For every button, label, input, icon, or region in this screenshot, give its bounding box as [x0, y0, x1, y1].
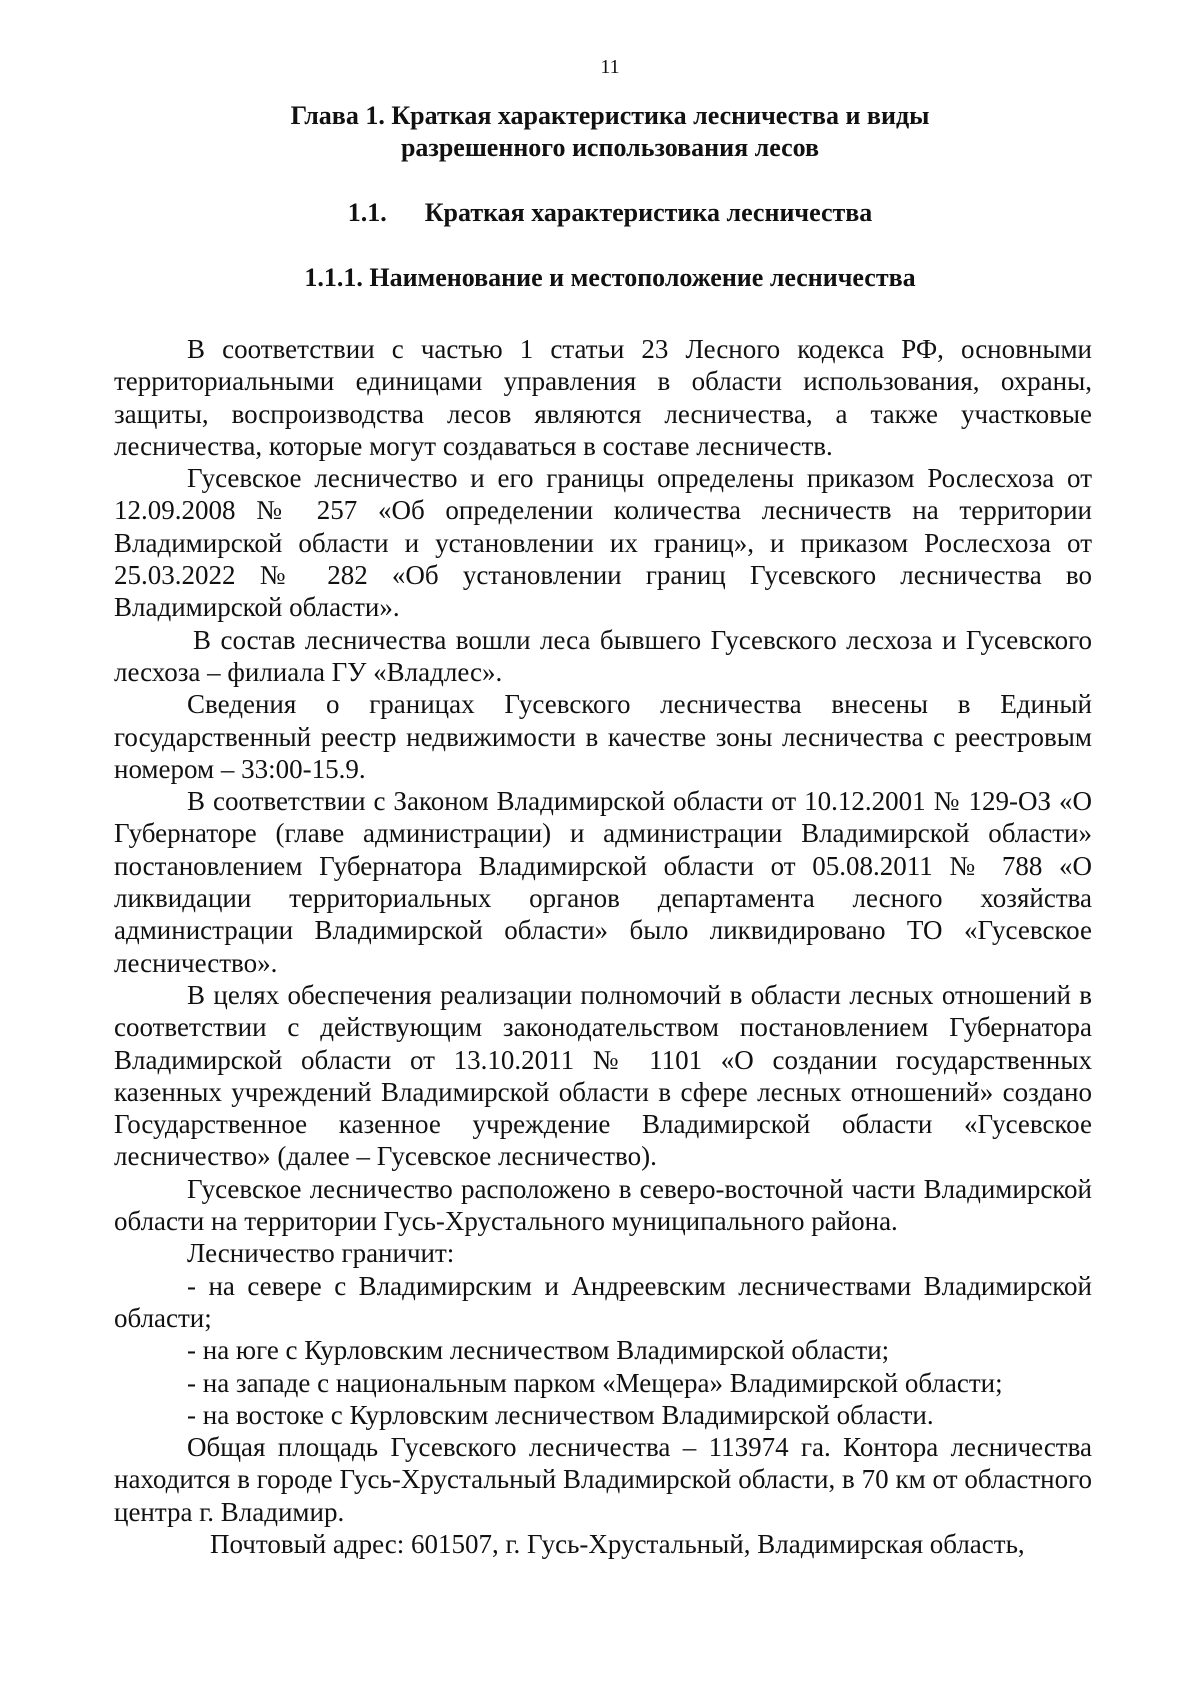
- list-item-east: - на востоке с Курловским лесничеством Владимирской области.: [187, 1399, 934, 1430]
- body-text: [114, 333, 1092, 1560]
- paragraph-establishment: В целях обеспечения реализации полномочий в области лесных отношений в соответствии с действующим законодательством постановлением Губернатора Владимирской области от 13.10.2011 № 1101 «О создании государственных казенных учреждений Владимирской области в сфере лесных отношений» создано Государственное казенное учреждение Владимирской области «Гусевское лесничество» (далее – Гусевское лесничество).: [114, 979, 1092, 1172]
- paragraph-liquidation: В соответствии с Законом Владимирской области от 10.12.2001 № 129-ОЗ «О Губернаторе (главе администрации) и администрации Владимирской области» постановлением Губернатора Владимирской области от 05.08.2011 № 788 «О ликвидации территориальных органов департамента лесного хозяйства администрации Владимирской области» было ликвидировано ТО «Гусевское лесничество».: [114, 786, 1092, 978]
- page-number: 11: [600, 56, 620, 78]
- paragraph-postal-address: Почтовый адрес: 601507, г. Гусь-Хрустальный, Владимирская область,: [210, 1528, 1025, 1559]
- section-title-text: Краткая характеристика лесничества: [424, 198, 873, 227]
- paragraph-total-area: Общая площадь Гусевского лесничества – 113974 га. Контора лесничества находится в городе Гусь-Хрустальный Владимирской области, в 70 км от областного центра г. Владимир.: [114, 1432, 1092, 1527]
- chapter-title: [10, 100, 1200, 164]
- list-item-west: - на западе с национальным парком «Мещера» Владимирской области;: [187, 1367, 1003, 1398]
- subsection-title: 1.1.1. Наименование и местоположение лесничества: [304, 263, 916, 292]
- chapter-title-line-2: разрешенного использования лесов: [400, 133, 820, 162]
- paragraph-registry: Сведения о границах Гусевского лесничества внесены в Единый государственный реестр недвижимости в качестве зоны лесничества с реестровым номером – 33:00-15.9.: [114, 689, 1092, 784]
- section-title: [10, 197, 1200, 229]
- chapter-title-line-1: Глава 1. Краткая характеристика лесничества и виды: [290, 101, 930, 130]
- paragraph-composition: В состав лесничества вошли леса бывшего Гусевского лесхоза и Гусевского лесхоза – филиала ГУ «Владлес».: [114, 624, 1092, 687]
- section-number: 1.1.: [347, 198, 387, 227]
- paragraph-location: Гусевское лесничество расположено в северо-восточной части Владимирской области на территории Гусь-Хрустального муниципального района.: [114, 1173, 1092, 1237]
- paragraph-neighbors-intro: Лесничество граничит:: [187, 1238, 455, 1269]
- paragraph-territorial-units: В соответствии с частью 1 статьи 23 Лесного кодекса РФ, основными территориальными единицами управления в области использования, охраны, защиты, воспроизводства лесов являются лесничества, а также участковые лесничества, которые могут создаваться в составе лесничеств.: [114, 334, 1092, 461]
- list-item-north: - на севере с Владимирским и Андреевским лесничествами Владимирской области;: [114, 1270, 1092, 1333]
- paragraph-borders-orders: Гусевское лесничество и его границы определены приказом Рослесхоза от 12.09.2008 № 257 «Об определении количества лесничеств на территории Владимирской области и установлении их границ», и приказом Рослесхоза от 25.03.2022 № 282 «Об установлении границ Гусевского лесничества во Владимирской области».: [114, 463, 1092, 623]
- list-item-south: - на юге с Курловским лесничеством Владимирской области;: [187, 1335, 890, 1366]
